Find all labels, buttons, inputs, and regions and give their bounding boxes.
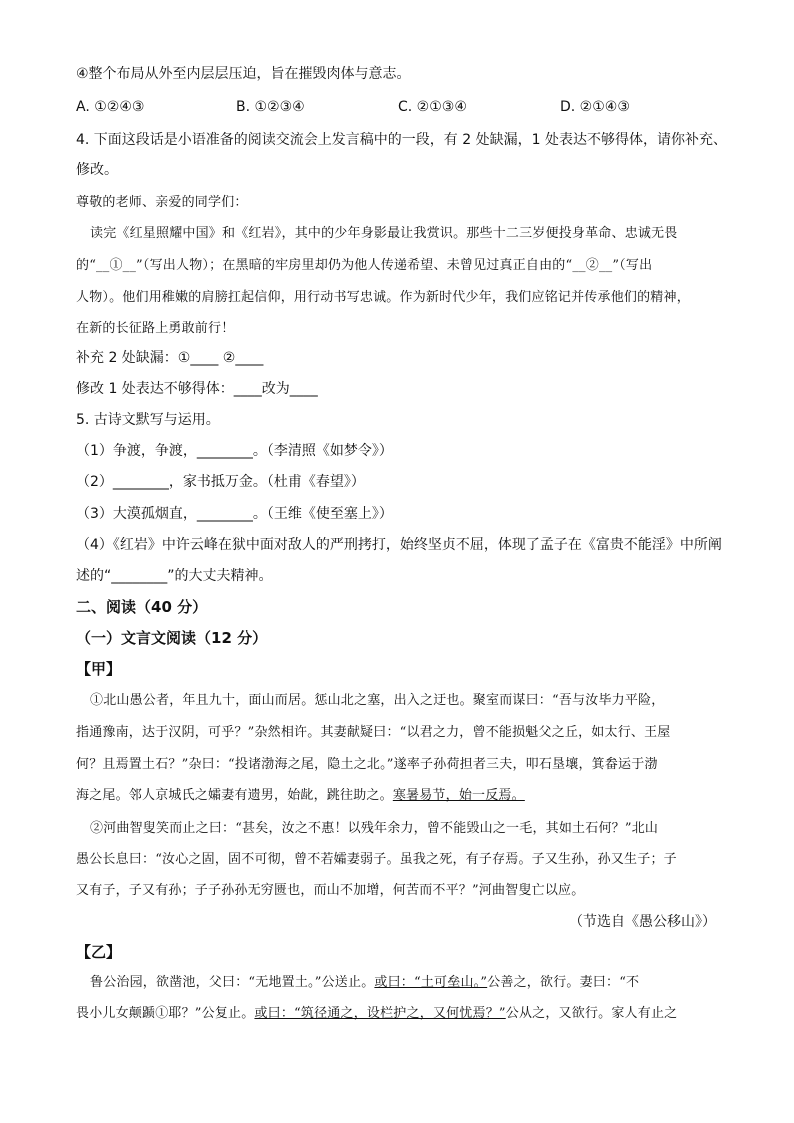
jia-p2-line2: 愚公长息曰：“汝心之固，固不可彻，曾不若孀妻弱子。虽我之死，有子存焉。子又生孙，孙又生子；子 bbox=[76, 852, 677, 867]
option-d: D. ②①④③ bbox=[560, 99, 630, 115]
jia-p1-line1: ①北山愚公者，年且九十，面山而居。惩山北之塞，出入之迂也。聚室而谋曰：“吾与汝毕力平险， bbox=[90, 693, 665, 708]
q4-fill-blanks: 补充 2 处缺漏：①____ ②____ bbox=[76, 350, 264, 366]
jia-p1-line4-text: 海之尾。邻人京城氏之孀妻有遗男，始龀，跳往助之。 bbox=[76, 788, 393, 803]
yi-line1 bbox=[90, 973, 750, 993]
yi-line2-text-a: 畏小儿女颠踬①耶？”公复止。 bbox=[76, 1006, 255, 1021]
passage-yi-label: 【乙】 bbox=[76, 943, 122, 961]
yi-underlined-b: 或曰：“筑径通之，设栏护之，又何忧焉？” bbox=[254, 1006, 506, 1021]
q4-revise: 修改 1 处表达不够得体：____改为____ bbox=[76, 381, 318, 397]
q4-para-line1: 读完《红星照耀中国》和《红岩》，其中的少年身影最让我赏识。那些十二三岁便投身革命、忠诚无畏 bbox=[90, 226, 678, 241]
jia-underlined-sentence: 寒暑易节，始一反焉。 bbox=[392, 788, 525, 803]
yi-line2-text-c: 公从之，又欲行。家人有止之 bbox=[505, 1006, 678, 1021]
jia-p1-line2: 指通豫南，达于汉阴，可乎？”杂然相许。其妻献疑曰：“以君之力，曾不能损魁父之丘，如太行、王屋 bbox=[76, 725, 671, 740]
option-c: C. ②①③④ bbox=[398, 99, 467, 115]
passage-source: （节选自《愚公移山》） bbox=[569, 914, 716, 930]
jia-p2-line3: 又有子，子又有孙；子子孙孙无穷匮也，而山不加增，何苦而不平？”河曲智叟亡以应。 bbox=[76, 883, 585, 898]
jia-p1-line4 bbox=[76, 786, 736, 806]
jia-p2-line1: ②河曲智叟笑而止之曰：“甚矣，汝之不惠！以残年余力，曾不能毁山之一毛，其如土石何？”北山 bbox=[90, 821, 659, 836]
passage-jia-label: 【甲】 bbox=[76, 660, 122, 678]
q3-item-4: ④整个布局从外至内层层压迫，旨在摧毁肉体与意志。 bbox=[76, 66, 411, 82]
yi-underlined-a: 或曰：“土可垒山。” bbox=[374, 975, 488, 990]
q5-line3: （3）大漠孤烟直，________。（王维《使至塞上》） bbox=[76, 506, 393, 522]
section-2-title: 二、阅读（40 分） bbox=[76, 598, 208, 616]
q4-stem-line2: 修改。 bbox=[76, 162, 118, 178]
section-2-sub1: （一）文言文阅读（12 分） bbox=[76, 629, 268, 647]
q5-line1: （1）争渡，争渡，________。（李清照《如梦令》） bbox=[76, 443, 393, 459]
q4-para-line3: 人物）。他们用稚嫩的肩膀扛起信仰，用行动书写忠诚。作为新时代少年，我们应铭记并传承他们的精神， bbox=[76, 290, 690, 305]
q4-stem-line1: 4. 下面这段话是小语准备的阅读交流会上发言稿中的一段，有 2 处缺漏，1 处表达不够得体，请你补充、 bbox=[76, 132, 727, 148]
q5-title: 5. 古诗文默写与运用。 bbox=[76, 412, 220, 428]
option-b: B. ①②③④ bbox=[236, 99, 305, 115]
q4-greeting: 尊敬的老师、亲爱的同学们： bbox=[76, 195, 248, 210]
q5-line4a: （4）《红岩》中许云峰在狱中面对敌人的严刑拷打，始终坚贞不屈，体现了孟子在《富贵不能淫》中所阐 bbox=[76, 537, 722, 553]
jia-p1-line3: 何？且焉置土石？”杂曰：“投诸渤海之尾，隐土之北。”遂率子孙荷担者三夫，叩石垦壤，箕畚运于渤 bbox=[76, 757, 658, 772]
q5-line2: （2）________，家书抵万金。（杜甫《春望》） bbox=[76, 474, 365, 490]
q4-para-line2: 的“__①__”（写出人物）；在黑暗的牢房里却仍为他人传递希望、未曾见过真正自由的“__②__”（写出 bbox=[76, 258, 653, 273]
option-a: A. ①②④③ bbox=[76, 99, 145, 115]
yi-line1-text-c: 公善之，欲行。妻曰：“不 bbox=[487, 975, 640, 990]
q5-line4b: 述的“________”的大丈夫精神。 bbox=[76, 568, 273, 584]
yi-line1-text-a: 鲁公治园，欲凿池，父曰：“无地置土。”公送止。 bbox=[90, 975, 375, 990]
yi-line2 bbox=[76, 1004, 736, 1024]
q4-para-line4: 在新的长征路上勇敢前行！ bbox=[76, 321, 235, 336]
